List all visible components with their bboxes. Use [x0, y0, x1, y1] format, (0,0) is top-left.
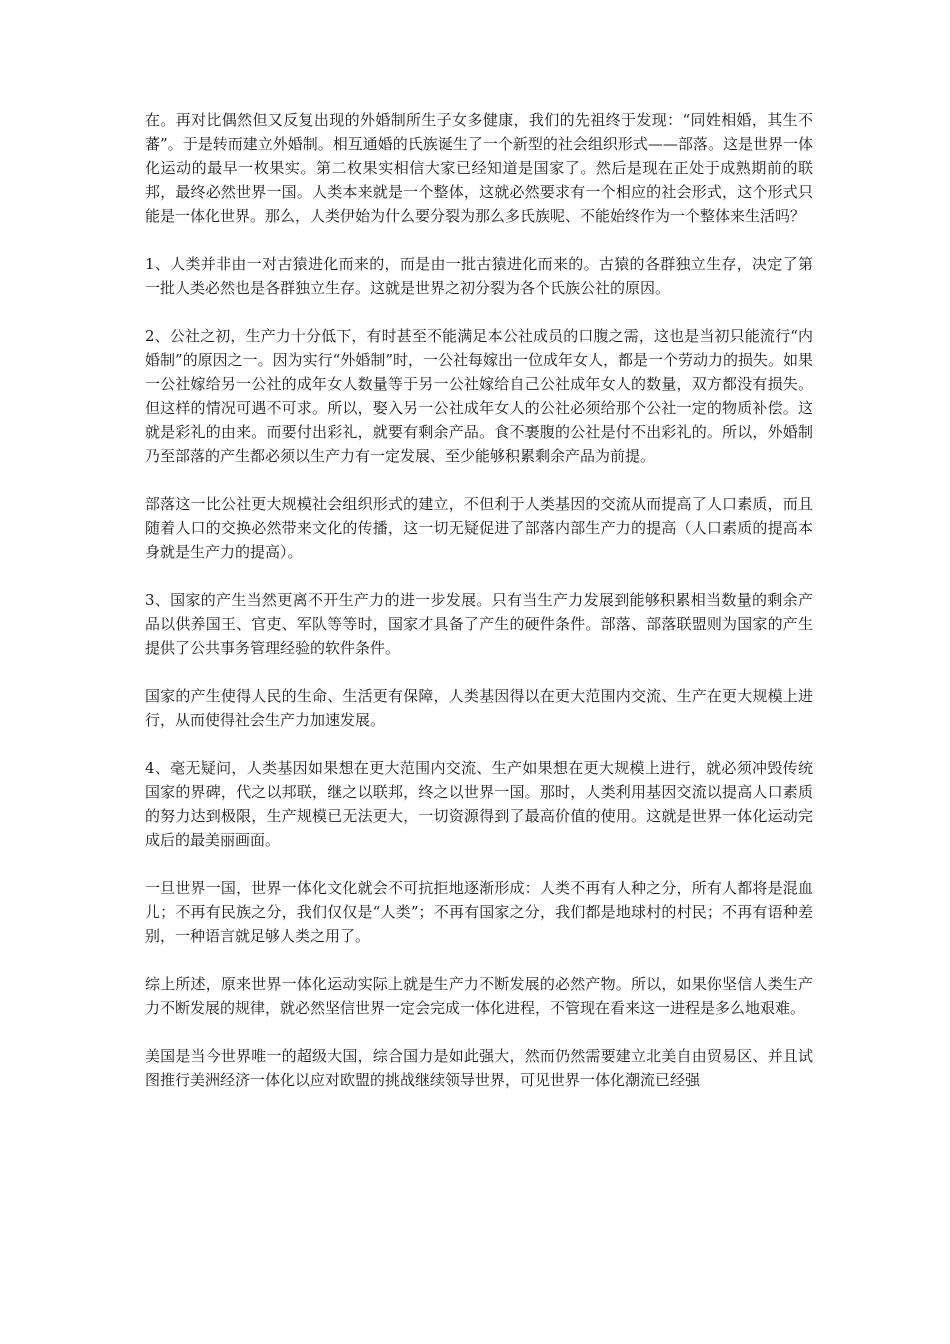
document-body — [145, 108, 813, 1116]
paragraph-point-4: 4、毫无疑问，人类基因如果想在更大范围内交流、生产如果想在更大规模上进行，就必须冲毁传统国家的界碑，代之以邦联，继之以联邦，终之以世界一国。那时，人类利用基因交流以提高人口素质的努力达到极限，生产规模已无法更大，一切资源得到了最高价值的使用。这就是世界一体化运动完成后的最美丽画面。 — [145, 759, 813, 849]
paragraph-nation: 国家的产生使得人民的生命、生活更有保障，人类基因得以在更大范围内交流、生产在更大规模上进行，从而使得社会生产力加速发展。 — [145, 687, 813, 729]
paragraph-summary: 综上所述，原来世界一体化运动实际上就是生产力不断发展的必然产物。所以，如果你坚信人类生产力不断发展的规律，就必然坚信世界一定会完成一体化进程，不管现在看来这一进程是多么地艰难。 — [145, 975, 813, 1017]
paragraph-america: 美国是当今世界唯一的超级大国，综合国力是如此强大，然而仍然需要建立北美自由贸易区、并且试图推行美洲经济一体化以应对欧盟的挑战继续领导世界，可见世界一体化潮流已经强 — [145, 1047, 813, 1089]
paragraph-point-1: 1、人类并非由一对古猿进化而来的，而是由一批古猿进化而来的。古猿的各群独立生存，决定了第一批人类必然也是各群独立生存。这就是世界之初分裂为各个氏族公社的原因。 — [145, 255, 813, 297]
paragraph-tribe: 部落这一比公社更大规模社会组织形式的建立，不但利于人类基因的交流从而提高了人口素质，而且随着人口的交换必然带来文化的传播，这一切无疑促进了部落内部生产力的提高（人口素质的提高本身就是生产力的提高）。 — [145, 495, 813, 561]
paragraph-point-2: 2、公社之初，生产力十分低下，有时甚至不能满足本公社成员的口腹之需，这也是当初只能流行“内婚制”的原因之一。因为实行“外婚制”时，一公社每嫁出一位成年女人，都是一个劳动力的损失。如果一公社嫁给另一公社的成年女人数量等于另一公社嫁给自己公社成年女人的数量，双方都没有损失。但这样的情况可遇不可求。所以，娶入另一公社成年女人的公社必须给那个公社一定的物质补偿。这就是彩礼的由来。而要付出彩礼，就要有剩余产品。食不裹腹的公社是付不出彩礼的。所以，外婚制乃至部落的产生都必须以生产力有一定发展、至少能够积累剩余产品为前提。 — [145, 327, 814, 465]
paragraph-point-3: 3、国家的产生当然更离不开生产力的进一步发展。只有当生产力发展到能够积累相当数量的剩余产品以供养国王、官吏、军队等等时，国家才具备了产生的硬件条件。部落、部落联盟则为国家的产生提供了公共事务管理经验的软件条件。 — [145, 591, 813, 657]
paragraph-world-culture: 一旦世界一国，世界一体化文化就会不可抗拒地逐渐形成：人类不再有人种之分，所有人都将是混血儿；不再有民族之分，我们仅仅是“人类”；不再有国家之分，我们都是地球村的村民；不再有语种差别，一种语言就足够人类之用了。 — [145, 879, 813, 945]
paragraph-intro: 在。再对比偶然但又反复出现的外婚制所生子女多健康，我们的先祖终于发现：“同姓相婚，其生不蕃”。于是转而建立外婚制。相互通婚的氏族诞生了一个新型的社会组织形式——部落。这是世界一体化运动的最早一枚果实。第二枚果实相信大家已经知道是国家了。然后是现在正处于成熟期前的联邦，最终必然世界一国。人类本来就是一个整体，这就必然要求有一个相应的社会形式，这个形式只能是一体化世界。那么，人类伊始为什么要分裂为那么多氏族呢、不能始终作为一个整体来生活吗？ — [145, 111, 813, 225]
